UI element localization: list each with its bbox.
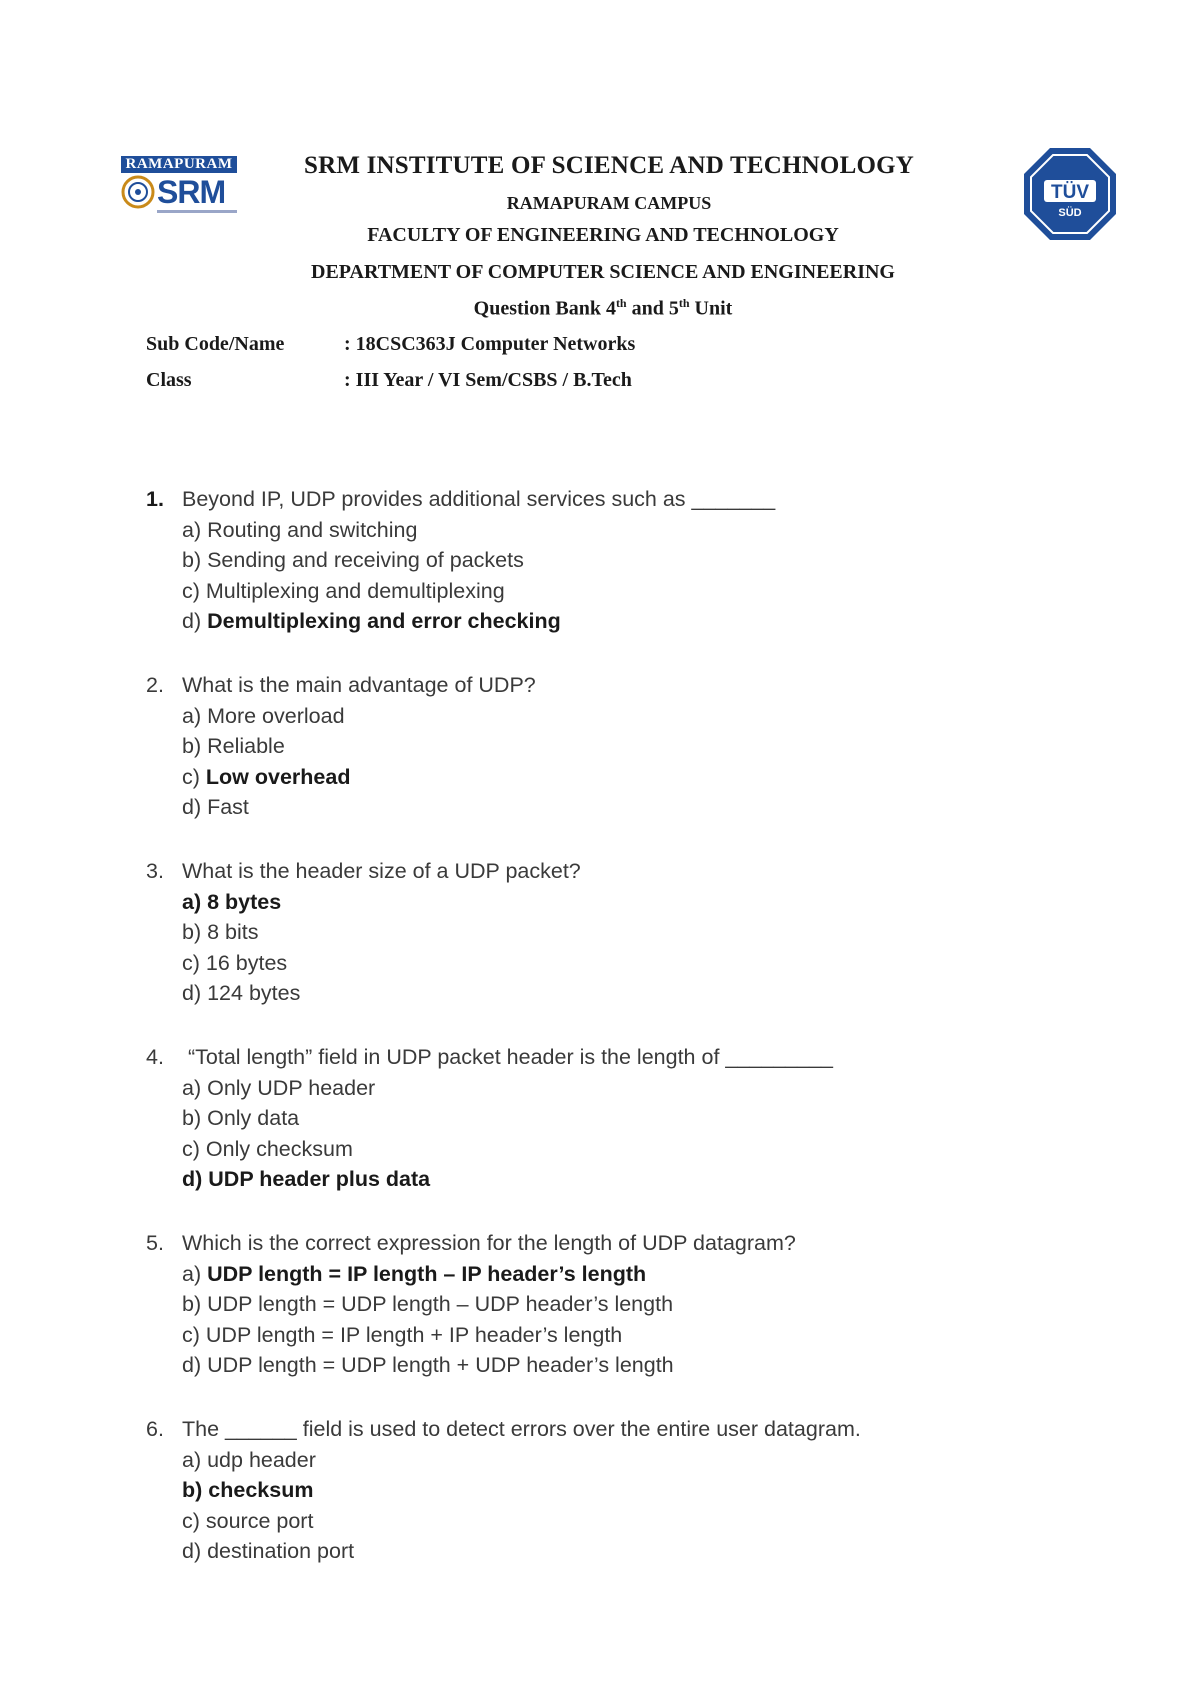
question-number: 2. — [146, 673, 164, 697]
question-1 — [146, 484, 775, 637]
answer-option — [146, 1536, 861, 1567]
question-4 — [146, 1042, 833, 1195]
question-number: 3. — [146, 859, 164, 883]
answer-option — [146, 731, 536, 762]
option-letter: b) — [182, 1478, 209, 1503]
option-text: source port — [205, 1508, 314, 1533]
question-2 — [146, 670, 536, 823]
subject-label: Sub Code/Name — [146, 333, 285, 355]
tuv-sub-text: SÜD — [1058, 207, 1082, 219]
option-letter: c) — [182, 950, 206, 975]
answer-option — [146, 515, 775, 546]
option-text: destination port — [207, 1539, 355, 1564]
qb-sup-2: th — [678, 296, 690, 310]
qb-suffix: Unit — [689, 297, 733, 320]
option-letter: b) — [182, 920, 208, 945]
option-letter: c) — [182, 764, 206, 789]
answer-option — [146, 1259, 796, 1290]
answer-option — [146, 701, 536, 732]
option-letter: c) — [182, 578, 206, 603]
option-text: Only UDP header — [207, 1075, 376, 1100]
qb-sup-1: th — [615, 296, 627, 310]
answer-option — [146, 948, 581, 979]
option-text: 8 bits — [207, 920, 259, 945]
option-letter: a) — [182, 517, 208, 542]
question-number: 5. — [146, 1231, 164, 1255]
answer-option — [146, 1073, 833, 1104]
correct-answer-text: Low overhead — [205, 764, 351, 789]
question-5 — [146, 1228, 796, 1381]
answer-option — [146, 917, 581, 948]
option-letter: c) — [182, 1136, 206, 1161]
logo-band: RAMAPURAM — [121, 156, 237, 173]
option-text: Routing and switching — [207, 517, 418, 542]
class-row — [146, 369, 632, 392]
option-text: Sending and receiving of packets — [207, 548, 524, 573]
class-value: : III Year / VI Sem/CSBS / B.Tech — [344, 369, 632, 391]
question-text: The ______ field is used to detect errors over the entire user datagram. — [182, 1417, 861, 1441]
option-letter: b) — [182, 734, 208, 759]
question-text: Which is the correct expression for the length of UDP datagram? — [182, 1231, 796, 1255]
answer-option — [146, 1289, 796, 1320]
option-text: UDP length = UDP length – UDP header’s length — [207, 1292, 674, 1317]
question-text-line — [146, 1042, 833, 1073]
option-letter: a) — [182, 1261, 208, 1286]
answer-option — [146, 1103, 833, 1134]
answer-option — [146, 1475, 861, 1506]
option-letter: b) — [182, 1292, 208, 1317]
option-text: Multiplexing and demultiplexing — [205, 578, 505, 603]
answer-option — [146, 887, 581, 918]
subject-row — [146, 333, 635, 356]
option-text: UDP length = UDP length + UDP header’s length — [207, 1353, 674, 1378]
answer-option — [146, 1164, 833, 1195]
class-label: Class — [146, 369, 192, 391]
question-3 — [146, 856, 581, 1009]
question-number: 6. — [146, 1417, 164, 1441]
question-text-line — [146, 484, 775, 515]
correct-answer-text: UDP header plus data — [208, 1167, 431, 1192]
question-6 — [146, 1414, 861, 1567]
option-letter: a) — [182, 1075, 208, 1100]
question-text: Beyond IP, UDP provides additional services such as _______ — [182, 487, 776, 511]
option-text: Only checksum — [205, 1136, 353, 1161]
option-text: UDP length = IP length + IP header’s length — [205, 1322, 623, 1347]
question-text-line — [146, 670, 536, 701]
option-letter: c) — [182, 1322, 206, 1347]
option-letter: b) — [182, 1106, 208, 1131]
qb-mid: and 5 — [626, 297, 679, 320]
option-letter: d) — [182, 1353, 208, 1378]
logo-word: SRM — [157, 174, 226, 210]
option-text: Only data — [207, 1106, 300, 1131]
option-letter: d) — [182, 609, 208, 634]
option-letter: d) — [182, 981, 208, 1006]
option-text: 16 bytes — [205, 950, 288, 975]
campus-name: RAMAPURAM CAMPUS — [506, 193, 712, 213]
question-text-line — [146, 1228, 796, 1259]
answer-option — [146, 762, 536, 793]
option-text: Reliable — [207, 734, 285, 759]
option-letter: a) — [182, 703, 208, 728]
question-text-line — [146, 1414, 861, 1445]
correct-answer-text: 8 bytes — [207, 889, 282, 914]
answer-option — [146, 1134, 833, 1165]
question-text-line — [146, 856, 581, 887]
answer-option — [146, 606, 775, 637]
answer-option — [146, 1445, 861, 1476]
answer-option — [146, 792, 536, 823]
institute-name: SRM INSTITUTE OF SCIENCE AND TECHNOLOGY — [303, 152, 914, 179]
answer-option — [146, 978, 581, 1009]
subject-value: : 18CSC363J Computer Networks — [344, 333, 636, 355]
option-letter: a) — [182, 1447, 208, 1472]
option-text: Fast — [207, 795, 249, 820]
question-text: What is the header size of a UDP packet? — [182, 859, 581, 883]
answer-option — [146, 545, 775, 576]
option-letter: b) — [182, 548, 208, 573]
answer-option — [146, 1320, 796, 1351]
answer-option — [146, 1506, 861, 1537]
question-number: 1. — [146, 487, 164, 511]
tuv-text: TÜV — [1051, 182, 1089, 203]
option-letter: c) — [182, 1508, 206, 1533]
correct-answer-text: Demultiplexing and error checking — [207, 609, 561, 634]
answer-option — [146, 1350, 796, 1381]
department-name: DEPARTMENT OF COMPUTER SCIENCE AND ENGINEERING — [311, 261, 895, 283]
correct-answer-text: UDP length = IP length – IP header’s length — [207, 1261, 647, 1286]
option-letter: d) — [182, 795, 208, 820]
correct-answer-text: checksum — [208, 1478, 314, 1503]
question-number: 4. — [146, 1045, 164, 1069]
option-text: udp header — [207, 1447, 316, 1472]
answer-option — [146, 576, 775, 607]
option-text: More overload — [207, 703, 345, 728]
option-letter: d) — [182, 1539, 208, 1564]
option-letter: d) — [182, 1167, 209, 1192]
question-text: What is the main advantage of UDP? — [182, 673, 536, 697]
faculty-name: FACULTY OF ENGINEERING AND TECHNOLOGY — [367, 224, 839, 246]
option-text: 124 bytes — [207, 981, 301, 1006]
option-letter: a) — [182, 889, 208, 914]
question-text: “Total length” field in UDP packet header is the length of _________ — [182, 1045, 834, 1069]
qb-prefix: Question Bank 4 — [473, 297, 616, 320]
question-bank-title — [0, 296, 1200, 321]
